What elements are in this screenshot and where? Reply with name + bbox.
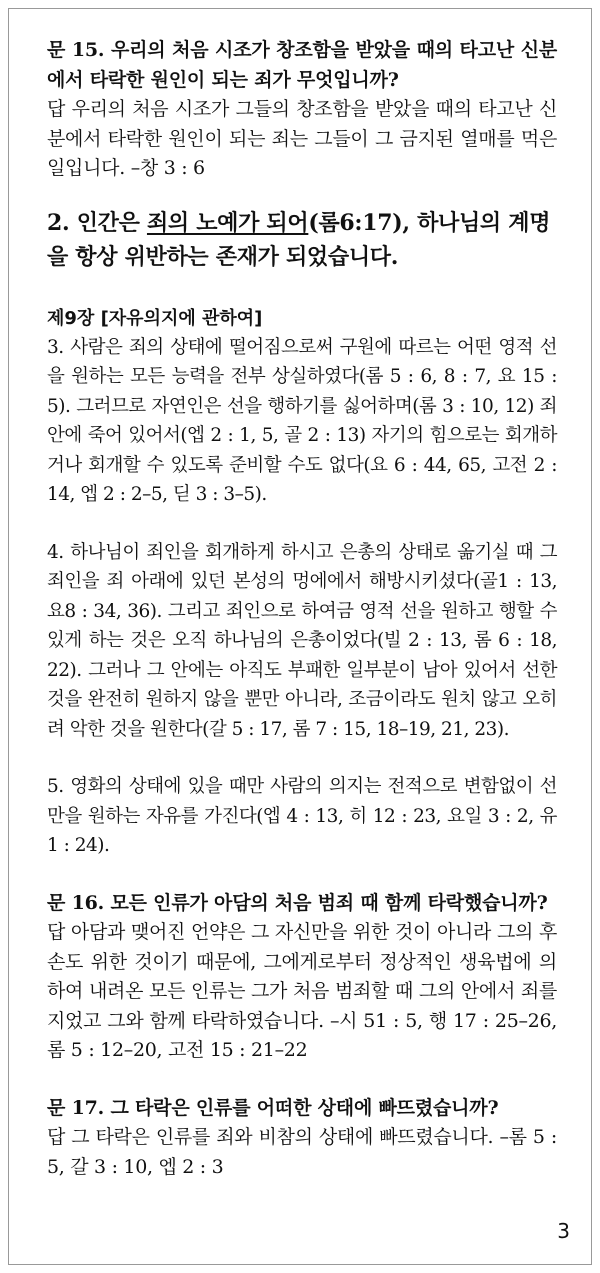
chapter-9-block: [47, 304, 557, 861]
question-17-block: [47, 1094, 557, 1183]
chapter-9-para-4: 4. 하나님이 죄인을 회개하게 하시고 은총의 상태로 옮기실 때 그 죄인을 죄 아래에 있던 본성의 멍에에서 해방시키셨다(골1 : 13, 요8 : 34, 36). 그리고 죄인으로 하여금 영적 선을 원하고 행할 수 있게 하는 것은 오직 하나님의 은총이었다(빌 2 : 13, 롬 6 : 18, 22). 그러나 그 안에는 아직도 부패한 일부분이 남아 있어서 선한 것을 완전히 원하지 않을 뿐만 아니라, 조금이라도 원치 않고 오히려 악한 것을 원한다(갈 5 : 17, 롬 7 : 15, 18–19, 21, 23).: [47, 541, 557, 740]
chapter-9-para-5: 5. 영화의 상태에 있을 때만 사람의 의지는 전적으로 변함없이 선만을 원하는 자유를 가진다(엡 4 : 13, 히 12 : 23, 요일 3 : 2, 유 1 : 24).: [47, 776, 557, 856]
chapter-9-para-3: 3. 사람은 죄의 상태에 떨어짐으로써 구원에 따르는 어떤 영적 선을 원하는 모든 능력을 전부 상실하였다(롬 5 : 6, 8 : 7, 요 15 : 5). 그러므로 자연인은 선을 행하기를 싫어하며(롬 3 : 10, 12) 죄 안에 죽어 있어서(엡 2 : 1, 5, 골 2 : 13) 자기의 힘으로는 회개하거나 회개할 수 있도록 준비할 수도 없다(요 6 : 44, 65, 고전 2 : 14, 엡 2 : 2–5, 딛 3 : 3–5).: [47, 336, 557, 505]
page-number: 3: [557, 1219, 570, 1243]
question-15: 문 15. 우리의 처음 시조가 창조함을 받았을 때의 타고난 신분에서 타락한 원인이 되는 죄가 무엇입니까?: [47, 39, 557, 91]
heading-suffix: (롬6:17), 하나님의 계명을 항상 위반하는 존재가 되었습니다.: [47, 209, 551, 270]
question-16: 문 16. 모든 인류가 아담의 처음 범죄 때 함께 타락했습니까?: [47, 891, 548, 914]
answer-16: 답 아담과 맺어진 언약은 그 자신만을 위한 것이 아니라 그의 후손도 위한 것이기 때문에, 그에게로부터 정상적인 생육법에 의하여 내려온 모든 인류는 그가 처음 범죄할 때 그의 안에서 죄를 지었고 그와 함께 타락하였습니다. –시 51 : 5, 행 17 : 25–26, 롬 5 : 12–20, 고전 15 : 21–22: [47, 921, 557, 1061]
heading-prefix: 2. 인간은: [47, 209, 147, 236]
section-heading-2: [47, 206, 557, 274]
question-15-block: [47, 36, 557, 184]
question-17: 문 17. 그 타락은 인류를 어떠한 상태에 빠뜨렸습니까?: [47, 1096, 499, 1119]
answer-15: 답 우리의 처음 시조가 그들의 창조함을 받았을 때의 타고난 신분에서 타락한 원인이 되는 죄는 그들이 그 금지된 열매를 먹은 일입니다. –창 3 : 6: [47, 98, 557, 179]
heading-underlined: 죄의 노예가 되어: [146, 209, 309, 236]
document-body: [47, 36, 557, 1182]
answer-17: 답 그 타락은 인류를 죄와 비참의 상태에 빠뜨렸습니다. –롬 5 : 5, 갈 3 : 10, 엡 2 : 3: [47, 1126, 557, 1178]
question-16-block: [47, 889, 557, 1066]
chapter-9-title: 제9장 [자유의지에 관하여]: [47, 307, 263, 329]
